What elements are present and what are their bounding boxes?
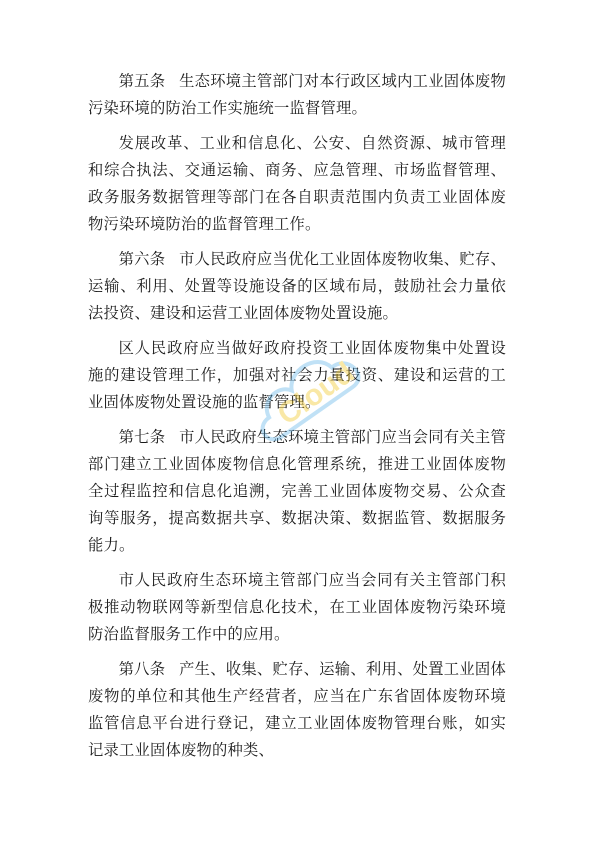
document-body — [88, 68, 506, 772]
paragraph-text: 发展改革、工业和信息化、公安、自然资源、城市管理和综合执法、交通运输、商务、应急管理、市场监督管理、政务服务数据管理等部门在各自职责范围内负责工业固体废物污染环境防治的监督管理工作。 — [88, 134, 506, 233]
paragraph-text: 市人民政府应当优化工业固体废物收集、贮存、运输、利用、处置等设施设备的区域布局，鼓励社会力量依法投资、建设和运营工业固体废物处置设施。 — [88, 250, 506, 322]
article-5-paragraph — [88, 68, 506, 122]
paragraph-text: 产生、收集、贮存、运输、利用、处置工业固体废物的单位和其他生产经营者，应当在广东省固体废物环境监管信息平台进行登记，建立工业固体废物管理台账，如实记录工业固体废物的种类、 — [88, 660, 506, 759]
article-6-paragraph — [88, 246, 506, 327]
paragraph-text: 市人民政府生态环境主管部门应当会同有关主管部门积极推动物联网等新型信息化技术，在工业固体废物污染环境防治监督服务工作中的应用。 — [88, 571, 506, 643]
article-7-paragraph — [88, 424, 506, 559]
article-6-second-paragraph — [88, 335, 506, 416]
article-8-paragraph — [88, 656, 506, 764]
article-number: 第八条 — [118, 660, 166, 678]
article-number: 第七条 — [118, 428, 166, 446]
article-5-second-paragraph — [88, 130, 506, 238]
article-7-second-paragraph — [88, 567, 506, 648]
article-number: 第五条 — [118, 72, 166, 90]
paragraph-text: 市人民政府生态环境主管部门应当会同有关主管部门建立工业固体废物信息化管理系统，推进工业固体废物全过程监控和信息化追溯，完善工业固体废物交易、公众查询等服务，提高数据共享、数据决策、数据监管、数据服务能力。 — [88, 428, 506, 554]
watermark-text: Cloud — [271, 355, 361, 432]
article-number: 第六条 — [118, 250, 166, 268]
paragraph-text: 区人民政府应当做好政府投资工业固体废物集中处置设施的建设管理工作，加强对社会力量投资、建设和运营的工业固体废物处置设施的监督管理。 — [88, 339, 506, 411]
paragraph-text: 生态环境主管部门对本行政区域内工业固体废物污染环境的防治工作实施统一监督管理。 — [88, 72, 506, 117]
